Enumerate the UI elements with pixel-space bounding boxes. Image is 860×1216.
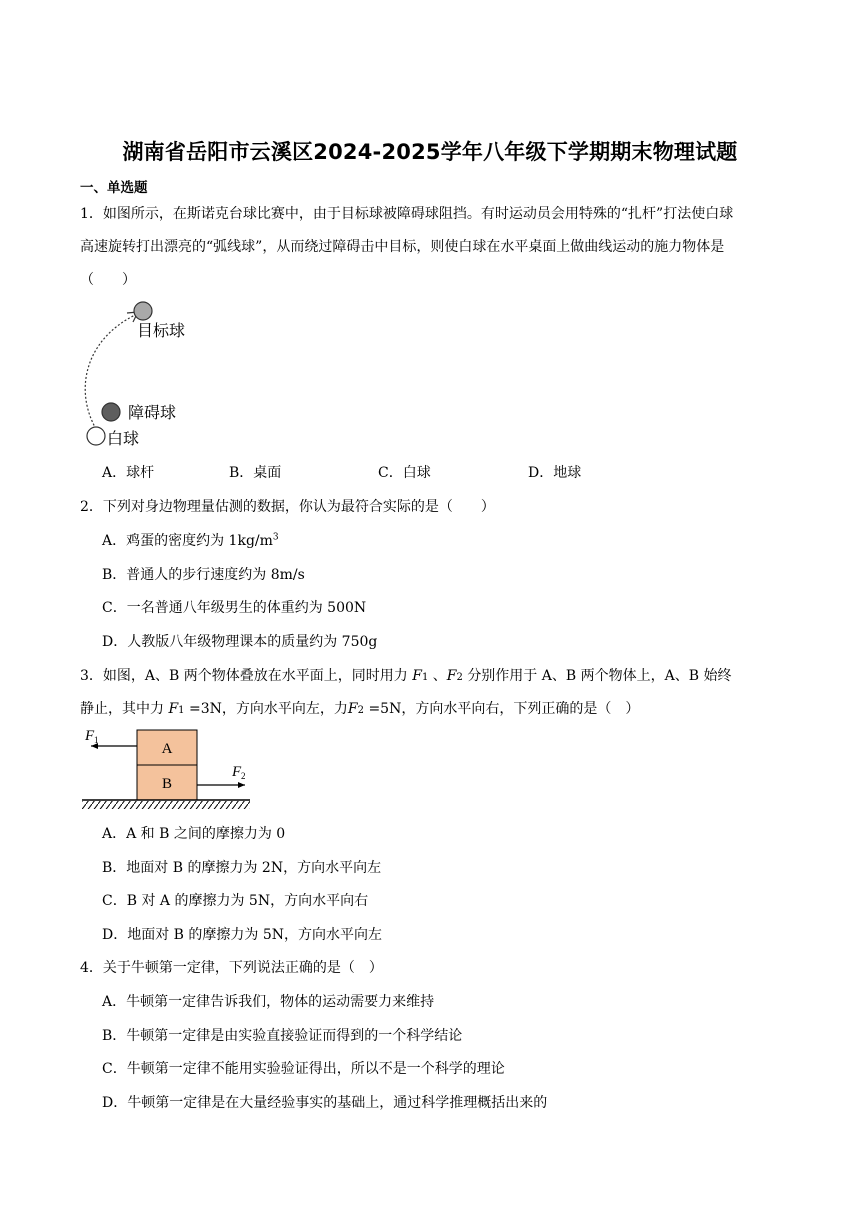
section-heading: 一、单选题 (80, 180, 148, 196)
q1-option-c[interactable]: C．白球 (378, 465, 431, 481)
q2-option-a[interactable] (102, 530, 279, 550)
f2-label: F (232, 764, 242, 780)
q1-option-d[interactable]: D．地球 (528, 465, 582, 481)
q2-option-c[interactable]: C．一名普通八年级男生的体重约为 500N (102, 600, 367, 616)
q3-option-b[interactable]: B．地面对 B 的摩擦力为 2N，方向水平向左 (102, 860, 382, 876)
q1-stem-line1: 1．如图所示，在斯诺克台球比赛中，由于目标球被障碍球阻挡。有时运动员会用特殊的“扎杆”打法使白球 (80, 206, 734, 222)
target-ball-label: 目标球 (137, 321, 186, 340)
q2-option-d[interactable]: D．人教版八年级物理课本的质量约为 750g (102, 634, 378, 650)
q2-option-a-sup: 3 (272, 532, 279, 543)
ground-hatch (82, 801, 250, 809)
q3-f1-symbol: F (412, 668, 422, 684)
q3-stem-line2 (80, 698, 639, 718)
q3-option-c[interactable]: C．B 对 A 的摩擦力为 5N，方向水平向右 (102, 893, 369, 909)
f1-label-sub: 1 (94, 735, 99, 745)
q3-option-d[interactable]: D．地面对 B 的摩擦力为 5N，方向水平向左 (102, 927, 383, 943)
q3-f1-sub-2: 1 (178, 705, 185, 716)
block-a-label: A (161, 741, 173, 757)
q3-f2-sub-2: 2 (357, 705, 364, 716)
q1-stem-line3: （ ） (80, 272, 136, 288)
white-ball-label: 白球 (107, 429, 140, 448)
q2-option-b[interactable]: B．普通人的步行速度约为 8m/s (102, 567, 305, 583)
q3-stem-2c: =5N，方向水平向右，下列正确的是（ ） (368, 701, 640, 717)
q1-stem-line2: 高速旋转打出漂亮的“弧线球”，从而绕过障碍击中目标，则使白球在水平桌面上做曲线运动的施力物体是 (80, 239, 725, 255)
obstacle-ball-icon (102, 403, 120, 421)
f2-label-sub: 2 (241, 771, 246, 781)
q4-option-b[interactable]: B．牛顿第一定律是由实验直接验证而得到的一个科学结论 (102, 1028, 463, 1044)
q4-option-a[interactable]: A．牛顿第一定律告诉我们，物体的运动需要力来维持 (102, 994, 435, 1010)
q1-option-b[interactable]: B．桌面 (229, 465, 282, 481)
block-b-label: B (161, 776, 173, 792)
q1-option-a[interactable]: A．球杆 (102, 465, 155, 481)
f2-arrow-head-icon (238, 782, 245, 788)
q1-figure (80, 295, 210, 450)
q4-option-d[interactable]: D．牛顿第一定律是在大量经验事实的基础上，通过科学推理概括出来的 (102, 1095, 548, 1111)
q3-stem-1b: 、 (432, 668, 447, 684)
target-ball-icon (134, 302, 152, 320)
q3-f1-sub: 1 (421, 672, 429, 683)
f1-label: F (85, 728, 95, 744)
q3-figure (80, 724, 260, 816)
q3-stem-1c: 分别作用于 A、B 两个物体上，A、B 始终 (467, 668, 732, 684)
q3-f2-symbol: F (446, 668, 457, 684)
q3-f1-symbol-2: F (168, 701, 179, 717)
q3-stem-line1 (80, 665, 731, 685)
q3-option-a[interactable]: A．A 和 B 之间的摩擦力为 0 (102, 826, 286, 842)
obstacle-ball-label: 障碍球 (128, 403, 177, 422)
q4-stem: 4．关于牛顿第一定律，下列说法正确的是（ ） (80, 960, 383, 976)
q4-option-c[interactable]: C．牛顿第一定律不能用实验验证得出，所以不是一个科学的理论 (102, 1061, 505, 1077)
q3-stem-2b: =3N，方向水平向左，力 (189, 701, 348, 717)
q3-f2-symbol-2: F (347, 701, 358, 717)
q2-option-a-text: A．鸡蛋的密度约为 1kg/m (102, 533, 273, 549)
q3-f2-sub: 2 (456, 672, 463, 683)
white-ball-icon (87, 427, 105, 445)
q3-stem-2a: 静止，其中力 (80, 701, 164, 717)
q2-stem: 2．下列对身边物理量估测的数据，你认为最符合实际的是（ ） (80, 499, 495, 515)
page-title: 湖南省岳阳市云溪区2024-2025学年八年级下学期期末物理试题 (122, 140, 738, 164)
q3-stem-1a: 3．如图，A、B 两个物体叠放在水平面上，同时用力 (80, 668, 408, 684)
